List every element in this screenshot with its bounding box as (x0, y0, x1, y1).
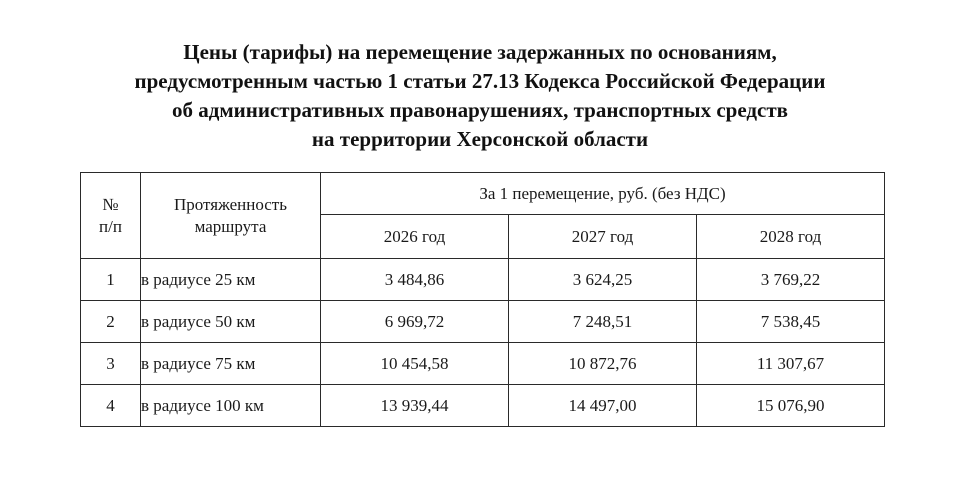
header-number-symbol: № (102, 194, 119, 214)
header-route-line1: Протяженность (174, 194, 287, 214)
header-year-2028: 2028 год (697, 215, 885, 259)
title-line: Цены (тарифы) на перемещение задержанных по основаниям, (183, 40, 777, 64)
row-number: 4 (81, 385, 141, 427)
price-2027: 14 497,00 (509, 385, 697, 427)
price-2026: 6 969,72 (321, 301, 509, 343)
price-2026: 10 454,58 (321, 343, 509, 385)
header-year-2027: 2027 год (509, 215, 697, 259)
table-row (81, 385, 885, 427)
title-line: об административных правонарушениях, транспортных средств (172, 98, 788, 122)
header-route-length (141, 173, 321, 259)
price-2027: 3 624,25 (509, 259, 697, 301)
table-row (81, 259, 885, 301)
header-year-2026: 2026 год (321, 215, 509, 259)
price-2027: 7 248,51 (509, 301, 697, 343)
header-price-group: За 1 перемещение, руб. (без НДС) (321, 173, 885, 215)
price-2026: 13 939,44 (321, 385, 509, 427)
price-2028: 3 769,22 (697, 259, 885, 301)
header-number-abbr: п/п (99, 216, 122, 236)
tariffs-table (80, 172, 885, 427)
price-2026: 3 484,86 (321, 259, 509, 301)
row-number: 3 (81, 343, 141, 385)
row-number: 1 (81, 259, 141, 301)
row-route: в радиусе 50 км (141, 301, 321, 343)
price-2027: 10 872,76 (509, 343, 697, 385)
row-route: в радиусе 100 км (141, 385, 321, 427)
title-line: предусмотренным частью 1 статьи 27.13 Кодекса Российской Федерации (134, 69, 826, 93)
row-route: в радиусе 25 км (141, 259, 321, 301)
header-route-line2: маршрута (194, 216, 267, 236)
price-2028: 7 538,45 (697, 301, 885, 343)
document-title (0, 38, 960, 154)
price-2028: 11 307,67 (697, 343, 885, 385)
header-number (81, 173, 141, 259)
title-line: на территории Херсонской области (311, 127, 649, 151)
table-row (81, 343, 885, 385)
price-2028: 15 076,90 (697, 385, 885, 427)
row-number: 2 (81, 301, 141, 343)
table-row (81, 301, 885, 343)
row-route: в радиусе 75 км (141, 343, 321, 385)
